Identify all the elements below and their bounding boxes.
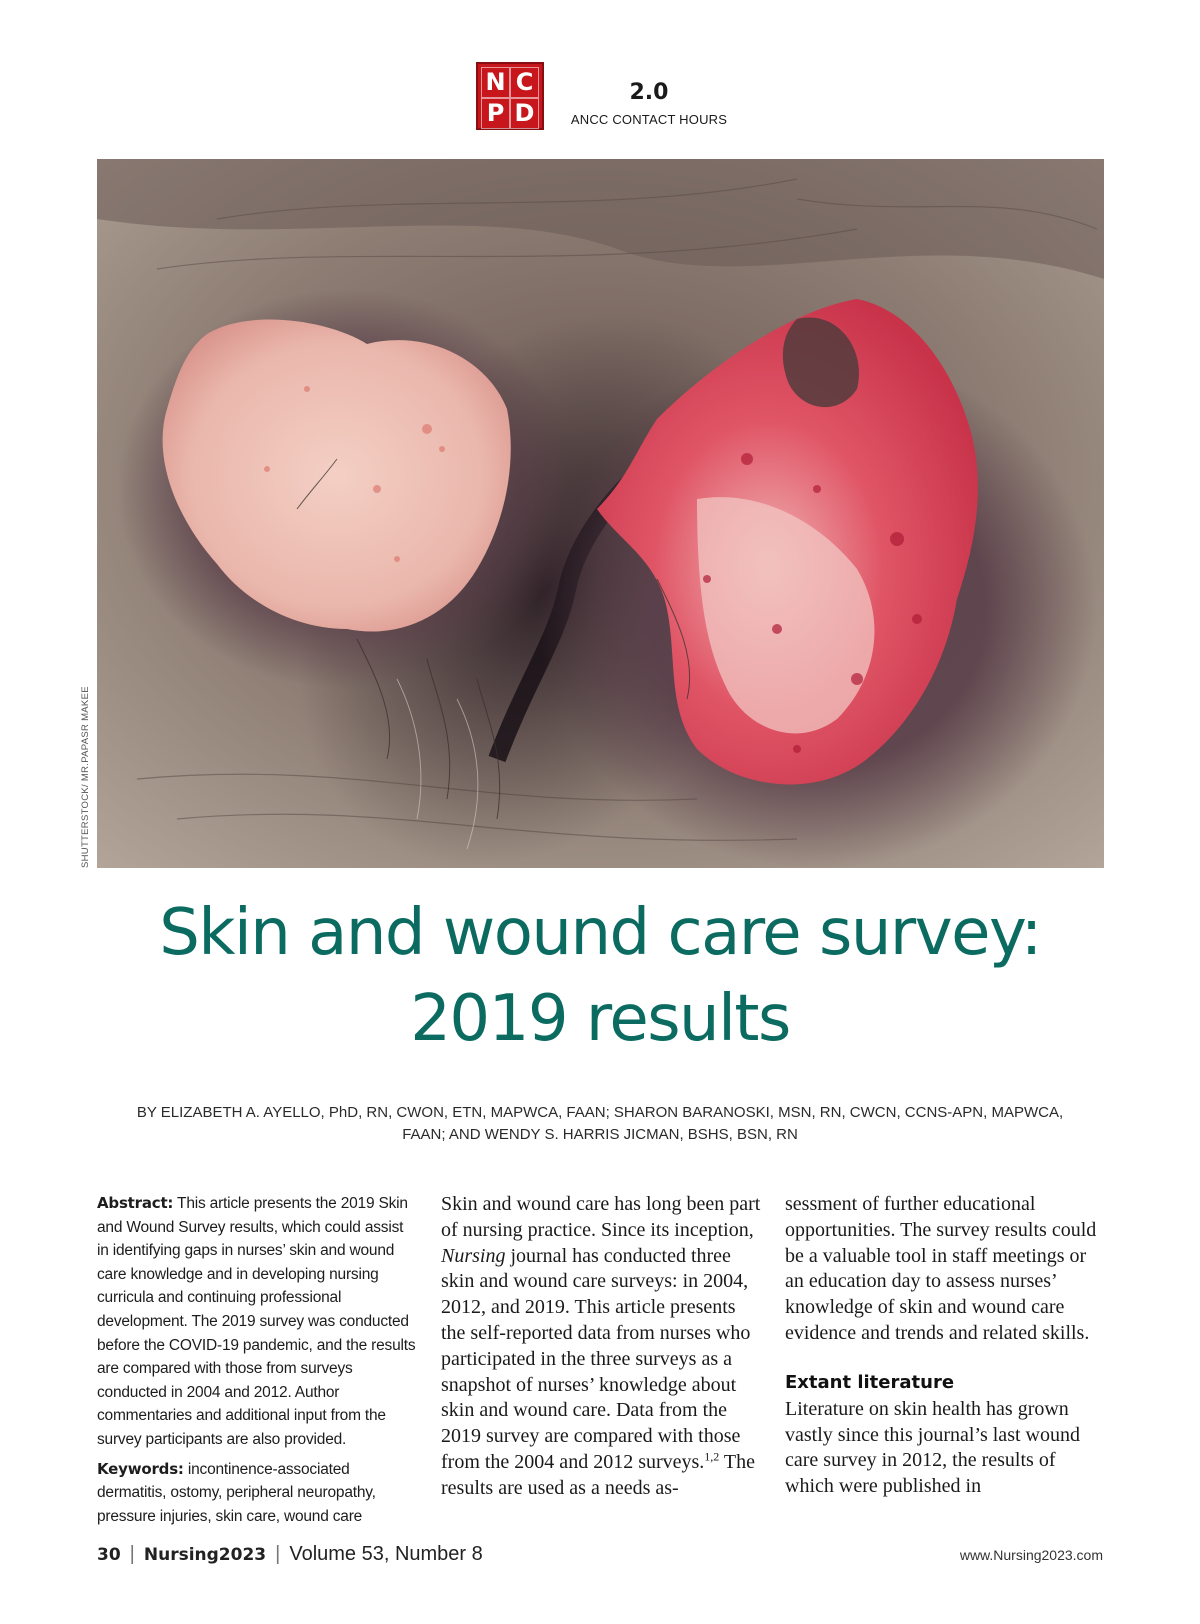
article-title [60,890,1140,1062]
ncpd-letter: C [510,67,539,98]
title-line-1: Skin and wound care survey: [159,896,1041,970]
body-paragraph-2: Literature on skin health has grown vastly since this journal’s last wound care survey in 2012, the results of which were published in [785,1397,1080,1498]
body-column-1 [441,1192,761,1502]
wound-photo [97,159,1104,868]
abstract-text: This article presents the 2019 Skin and Wound Survey results, which could assist in identifying gaps in nurses’ skin and wound care knowledge and in developing nursing curricula and continuing professional development. The 2019 survey was conducted before the COVID-19 pandemic, and the results are compared with those from surveys conducted in 2004 and 2012. Author commentaries and additional input from the survey participants are also provided. [97,1195,416,1448]
title-line-2: 2019 results [410,982,790,1056]
body-text: journal has conducted three skin and wound care surveys: in 2004, 2012, and 2019. This article presents the self-reported data from nurses who participated in the three surveys as a snapshot of nurses’ knowledge about skin and wound care. Data from the 2019 survey are compared with those from the 2004 and 2012 surveys. [441,1244,751,1473]
page-number: 30 [97,1545,121,1565]
keywords-label: Keywords: [97,1459,184,1478]
ncpd-letter: N [481,67,510,98]
section-heading: Extant literature [785,1371,955,1393]
abstract [97,1192,417,1452]
footer-divider: | [129,1543,135,1565]
page-footer [97,1541,483,1568]
byline-line-1: BY ELIZABETH A. AYELLO, PhD, RN, CWON, ETN, MAPWCA, FAAN; SHARON BARANOSKI, MSN, RN, CWCN, CCNS-APN, MAPWCA, [136,1104,1064,1121]
issue-info: Volume 53, Number 8 [289,1543,483,1565]
body-text: Skin and wound care has long been part of nursing practice. Since its inception, [441,1193,761,1241]
byline-line-2: FAAN; AND WENDY S. HARRIS JICMAN, BSHS, BSN, RN [402,1126,798,1143]
journal-name: Nursing [441,1244,506,1267]
body-paragraph-1-continued: sessment of further educational opportunities. The survey results could be a valuable tool in staff meetings or an education day to assess nurses’ knowledge of skin and wound care evidence and trends and related skills. [785,1193,1097,1344]
body-column-2 [785,1192,1105,1500]
body-paragraph-1 [441,1192,761,1502]
reference-marker: 1,2 [704,1449,720,1464]
footer-divider: | [275,1543,281,1565]
ncpd-logo [476,62,544,130]
byline [110,1102,1090,1146]
keywords-text: incontinence-associated dermatitis, ostomy, peripheral neuropathy, pressure injuries, skin care, wound care [97,1460,376,1525]
abstract-label: Abstract: [97,1194,174,1212]
magazine-name: Nursing2023 [143,1545,267,1565]
contact-hours-value: 2.0 [629,80,669,105]
ncpd-letter: P [481,98,510,129]
website-url: www.Nursing2023.com [959,1547,1103,1563]
photo-credit: SHUTTERSTOCK/ MR.PAPASR MAKEE [80,686,91,868]
abstract-column [97,1192,417,1534]
contact-hours-label: ANCC CONTACT HOURS [570,112,728,127]
body-text-continued: The results are used as a needs as- [441,1450,756,1499]
keywords [97,1458,417,1529]
ncpd-letter: D [510,98,539,129]
